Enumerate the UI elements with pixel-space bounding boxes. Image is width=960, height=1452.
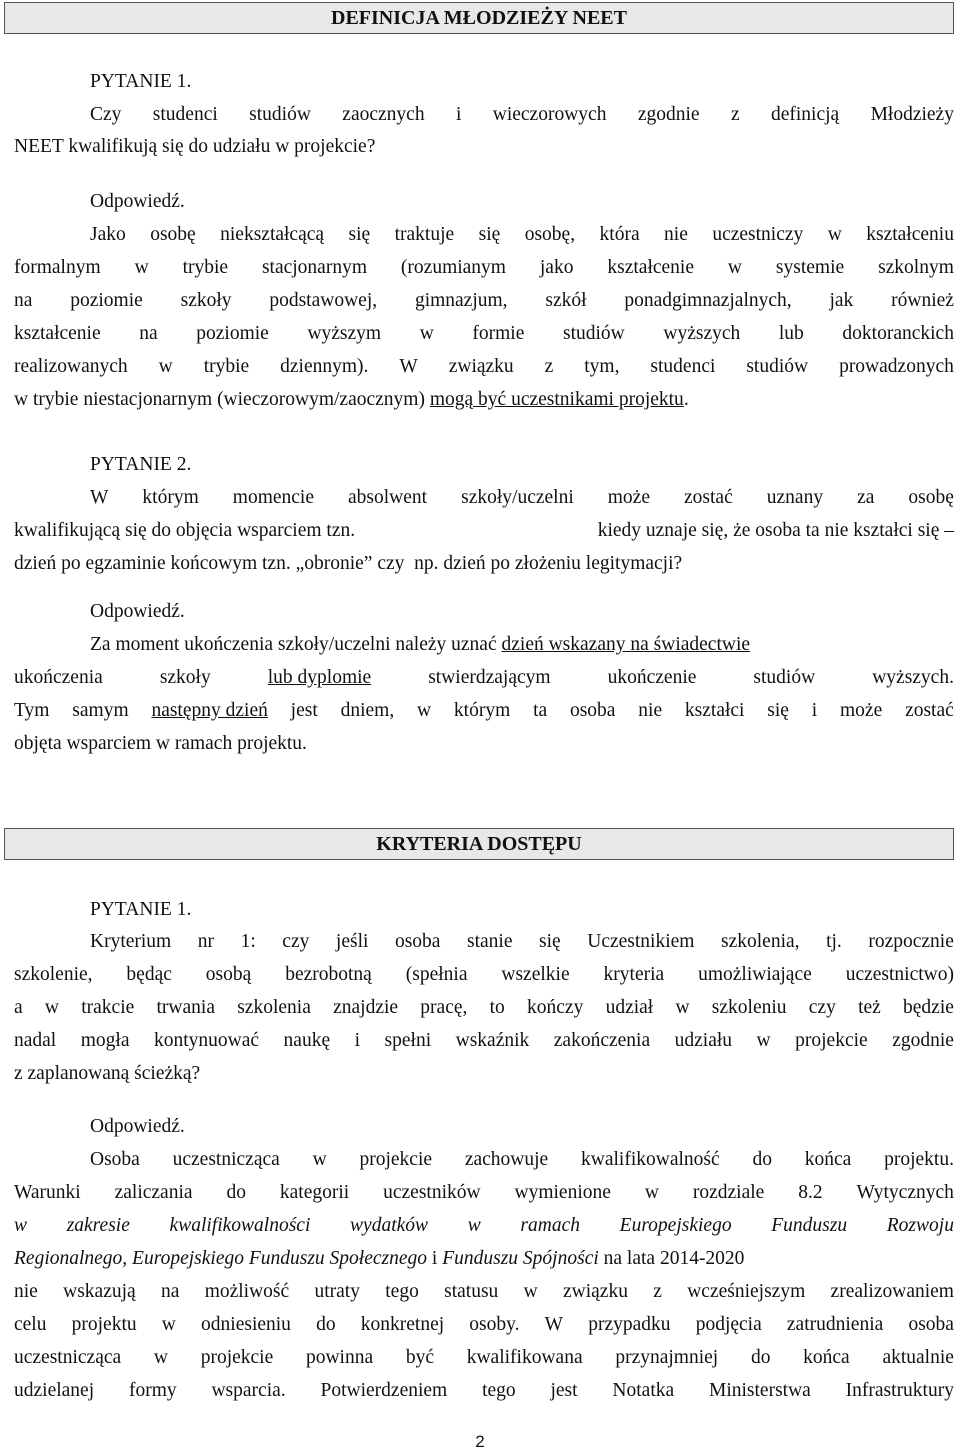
text-span: Za moment ukończenia szkoły/uczelni należy uznać: [90, 634, 502, 655]
text-line: [14, 1214, 954, 1238]
word: zgodnie: [637, 104, 700, 125]
text-line: [14, 1029, 954, 1053]
word: się: [539, 931, 561, 952]
word: będzie: [903, 997, 954, 1018]
word: formalnym: [14, 257, 101, 278]
text-line: [14, 732, 954, 756]
word: i: [811, 700, 818, 721]
word: osoba: [908, 1314, 954, 1335]
word: przynajmniej: [615, 1347, 719, 1368]
word: kryteria: [603, 964, 665, 985]
word: nr: [197, 931, 215, 952]
section-heading-kryteria: [4, 828, 954, 860]
word: statusu: [444, 1281, 499, 1302]
word: celu: [14, 1314, 47, 1335]
word: Tym: [14, 700, 50, 721]
word: z: [544, 356, 554, 377]
text-line: [14, 996, 954, 1020]
word: wsparcia.: [211, 1380, 286, 1401]
word: osoba: [394, 931, 441, 952]
word: szkoły: [180, 290, 232, 311]
word: szkół: [545, 290, 587, 311]
word: W: [544, 1314, 564, 1335]
underlined-text: lub dyplomie: [267, 667, 372, 688]
word: projekcie: [359, 1149, 433, 1170]
word: się: [767, 700, 789, 721]
word: udział: [605, 997, 654, 1018]
word: uczestnictwo): [845, 964, 954, 985]
word: się: [348, 224, 371, 245]
word: szkolenia,: [721, 931, 800, 952]
word: (rozumianym: [400, 257, 506, 278]
word: realizowanych: [14, 356, 128, 377]
word: osobę: [150, 224, 196, 245]
page-number: 2: [475, 1432, 485, 1451]
text-line: [14, 666, 954, 690]
word: lub: [778, 323, 804, 344]
word: nie: [638, 700, 663, 721]
word: do: [750, 1347, 771, 1368]
word: aktualnie: [882, 1347, 954, 1368]
question-label: PYTANIE 2.: [90, 454, 192, 475]
word: ponadgimnazjalnych,: [624, 290, 792, 311]
word: jest: [290, 700, 318, 721]
word: kwalifikowana: [466, 1347, 583, 1368]
word: Osoba: [90, 1149, 140, 1170]
word: uczestnicząca: [14, 1347, 122, 1368]
word: jeśli: [335, 931, 369, 952]
word: trakcie: [81, 997, 135, 1018]
word: w: [417, 700, 432, 721]
text-line: [90, 930, 954, 954]
section-title: KRYTERIA DOSTĘPU: [376, 832, 582, 855]
word: mogła: [80, 1030, 130, 1051]
word: zachowuje: [464, 1149, 549, 1170]
text-line: [90, 1148, 954, 1172]
word: wyższym: [307, 323, 382, 344]
word: osobą: [205, 964, 252, 985]
word: do: [752, 1149, 772, 1170]
section-heading-neet: [4, 2, 954, 34]
text-span: dzień po egzaminie końcowym tzn. „obronie” czy np. dzień po złożeniu legitymacji?: [14, 553, 683, 574]
text-span: w trybie niestacjonarnym (wieczorowym/zaocznym): [14, 389, 430, 410]
text-line: [14, 699, 954, 723]
word: stwierdzającym: [428, 667, 551, 688]
text-line: [90, 633, 954, 657]
word: uznany: [766, 487, 824, 508]
word: W: [90, 487, 109, 508]
text-line: [14, 1280, 954, 1304]
word: wymienione: [514, 1182, 611, 1203]
word: podjęcia: [695, 1314, 762, 1335]
italic-text: Regionalnego, Europejskiego Funduszu Społecznego: [14, 1248, 428, 1269]
underlined-text: mogą być uczestnikami projektu: [429, 389, 684, 410]
word: w: [419, 323, 434, 344]
word: przypadku: [588, 1314, 671, 1335]
word: 8.2: [798, 1182, 823, 1203]
word: będąc: [126, 964, 172, 985]
word: Uczestnikiem: [587, 931, 695, 952]
text-span: na lata 2014-2020: [598, 1248, 745, 1269]
text-line: [14, 963, 954, 987]
word: z: [730, 104, 740, 125]
word: Młodzieży: [870, 104, 954, 125]
word: zatrudnienia: [786, 1314, 884, 1335]
word: w: [134, 257, 149, 278]
word: w: [827, 224, 842, 245]
word: kończy: [527, 997, 584, 1018]
word: związku: [448, 356, 514, 377]
word: utraty: [314, 1281, 360, 1302]
word: kształceniu: [866, 224, 954, 245]
question-label: PYTANIE 1.: [90, 71, 192, 92]
word: Infrastruktury: [845, 1380, 954, 1401]
word: Ministerstwa: [709, 1380, 811, 1401]
word: odniesieniu: [201, 1314, 291, 1335]
word: w: [467, 1215, 481, 1236]
underlined-text: dzień wskazany na świadectwie: [501, 634, 751, 655]
word: wydatków: [350, 1215, 429, 1236]
word: studiów: [249, 104, 311, 125]
word: udzielanej: [14, 1380, 95, 1401]
word: z: [653, 1281, 662, 1302]
word: studiów: [563, 323, 625, 344]
word: do: [316, 1314, 336, 1335]
word: Warunki: [14, 1182, 81, 1203]
word: W: [399, 356, 418, 377]
text-line: [14, 289, 954, 313]
text-line: [14, 388, 954, 412]
word: wcześniejszym: [687, 1281, 806, 1302]
word: w: [153, 1347, 168, 1368]
text-span: z zaplanowaną ścieżką?: [14, 1063, 201, 1084]
word: szkoły: [159, 667, 211, 688]
word: a: [14, 997, 23, 1018]
word: wyższych.: [872, 667, 954, 688]
text-span: .: [683, 389, 689, 410]
word: uczestników: [383, 1182, 481, 1203]
text-line: [14, 552, 954, 576]
word: Jako: [90, 224, 126, 245]
word: uczestniczy: [712, 224, 804, 245]
word: w: [14, 1215, 28, 1236]
word: Europejskiego: [619, 1215, 732, 1236]
word: kształci: [684, 700, 745, 721]
word: powinna: [305, 1347, 374, 1368]
word: wieczorowych: [492, 104, 607, 125]
word: kiedy uznaje się, że osoba ta nie kształci się –: [597, 520, 954, 541]
word: w: [523, 1281, 538, 1302]
word: czy: [282, 931, 310, 952]
word: Kryterium: [90, 931, 172, 952]
word: szkoleniu: [711, 997, 787, 1018]
answer-label: Odpowiedź.: [90, 191, 185, 212]
word: trwania: [156, 997, 215, 1018]
word: Czy: [90, 104, 122, 125]
text-span: objęta wsparciem w ramach projektu.: [14, 733, 307, 754]
word: zostać: [905, 700, 954, 721]
word: (spełnia: [405, 964, 468, 985]
word: doktoranckich: [842, 323, 954, 344]
word: pracę,: [420, 997, 468, 1018]
word: i: [455, 104, 462, 125]
word: również: [891, 290, 954, 311]
word: ta: [533, 700, 548, 721]
word: konkretnej: [360, 1314, 445, 1335]
word: za: [857, 487, 875, 508]
word: być: [405, 1347, 434, 1368]
word: czy: [808, 997, 836, 1018]
text-line: [14, 1346, 954, 1370]
word: naukę: [283, 1030, 331, 1051]
word: zrealizowaniem: [830, 1281, 954, 1302]
word: tego: [482, 1380, 516, 1401]
word: w: [312, 1149, 327, 1170]
word: zaliczania: [114, 1182, 193, 1203]
word: kategorii: [279, 1182, 350, 1203]
word: w: [44, 997, 59, 1018]
word: formie: [472, 323, 525, 344]
word: stacjonarnym: [261, 257, 368, 278]
word: definicją: [770, 104, 840, 125]
word: może: [607, 487, 650, 508]
word: studiów: [753, 667, 816, 688]
text-line: [90, 103, 954, 127]
word: rozdziale: [692, 1182, 765, 1203]
text-line: [90, 223, 954, 247]
word: ukończenie: [607, 667, 697, 688]
word: zakończenia: [553, 1030, 651, 1051]
word: końca: [803, 1347, 850, 1368]
question-label: PYTANIE 1.: [90, 899, 192, 920]
word: prowadzonych: [839, 356, 954, 377]
text-line: [14, 135, 954, 159]
word: systemie: [775, 257, 845, 278]
word: tym,: [584, 356, 620, 377]
word: poziomie: [70, 290, 143, 311]
word: kwalifikowalności: [169, 1215, 311, 1236]
word: na: [139, 323, 158, 344]
word: którym: [453, 700, 511, 721]
word: osobę: [908, 487, 954, 508]
word: 1:: [240, 931, 256, 952]
word: szkolenia: [237, 997, 311, 1018]
word: w: [161, 1314, 176, 1335]
word: Potwierdzeniem: [320, 1380, 448, 1401]
word: ramach: [520, 1215, 580, 1236]
word: jak: [829, 290, 854, 311]
word: kontynuować: [153, 1030, 260, 1051]
word: tj.: [826, 931, 842, 952]
word: końca: [804, 1149, 852, 1170]
text-line: [14, 322, 954, 346]
word: która: [599, 224, 640, 245]
word: dziennym).: [280, 356, 369, 377]
word: stanie: [467, 931, 513, 952]
word: jako: [539, 257, 574, 278]
word: podstawowej,: [269, 290, 378, 311]
word: ukończenia: [14, 667, 103, 688]
word: to: [489, 997, 505, 1018]
underlined-text: następny dzień: [151, 700, 268, 721]
word: trybie: [203, 356, 250, 377]
text-line: [14, 256, 954, 280]
word: w: [158, 356, 173, 377]
text-line: [14, 1313, 954, 1337]
word: wskazują: [63, 1281, 136, 1302]
word: osoba: [569, 700, 616, 721]
word: zgodnie: [892, 1030, 954, 1051]
word: szkolenie,: [14, 964, 93, 985]
word: dniem,: [340, 700, 395, 721]
word: studiów: [746, 356, 809, 377]
word: trybie: [182, 257, 229, 278]
word: na: [14, 290, 33, 311]
word: poziomie: [196, 323, 269, 344]
word: uczestnicząca: [172, 1149, 280, 1170]
word: związku: [562, 1281, 628, 1302]
text-line: [14, 1379, 954, 1403]
word: w: [756, 1030, 771, 1051]
answer-label: Odpowiedź.: [90, 1116, 185, 1137]
word: studenci: [152, 104, 218, 125]
section-title: DEFINICJA MŁODZIEŻY NEET: [331, 6, 627, 29]
word: wszelkie: [501, 964, 570, 985]
word: tego: [385, 1281, 419, 1302]
word: zakresie: [66, 1215, 130, 1236]
word: się: [478, 224, 501, 245]
word: bezrobotną: [285, 964, 372, 985]
word: i: [354, 1030, 361, 1051]
word: kształcenie: [607, 257, 694, 278]
word: osoby.: [469, 1314, 520, 1335]
word: gimnazjum,: [414, 290, 508, 311]
word: nadal: [14, 1030, 57, 1051]
word: szkolnym: [878, 257, 954, 278]
word: studenci: [650, 356, 716, 377]
word: wyższych: [663, 323, 741, 344]
word: może: [840, 700, 883, 721]
word: osobę,: [524, 224, 576, 245]
text-line: [14, 355, 954, 379]
word: kwalifikującą się do objęcia wsparciem tzn.: [14, 520, 356, 541]
word: nie: [664, 224, 688, 245]
word: spełni: [384, 1030, 432, 1051]
word: znajdzie: [333, 997, 399, 1018]
word: do: [226, 1182, 246, 1203]
word: na: [160, 1281, 180, 1302]
word: możliwość: [204, 1281, 290, 1302]
word: też: [858, 997, 881, 1018]
text-line: [14, 1181, 954, 1205]
word: Rozwoju: [886, 1215, 954, 1236]
word: kształcenie: [14, 323, 101, 344]
word: zaocznych: [342, 104, 425, 125]
word: którym: [142, 487, 199, 508]
word: szkoły/uczelni: [461, 487, 574, 508]
word: zostać: [684, 487, 733, 508]
word: udziału: [674, 1030, 733, 1051]
word: formy: [128, 1380, 177, 1401]
word: projekcie: [200, 1347, 274, 1368]
text-line: [14, 519, 954, 543]
word: projektu.: [884, 1149, 954, 1170]
word: kwalifikowalność: [581, 1149, 720, 1170]
word: w: [675, 997, 690, 1018]
text-span: NEET kwalifikują się do udziału w projekcie?: [14, 136, 376, 157]
word: w: [644, 1182, 659, 1203]
text-line: [14, 1062, 954, 1086]
word: traktuje: [394, 224, 455, 245]
word: rozpocznie: [868, 931, 954, 952]
word: niekształcącą: [220, 224, 325, 245]
word: umożliwiające: [698, 964, 812, 985]
word: nie: [14, 1281, 38, 1302]
word: wskaźnik: [455, 1030, 530, 1051]
word: Notatka: [612, 1380, 675, 1401]
word: absolwent: [348, 487, 428, 508]
word: samym: [72, 700, 129, 721]
word: Wytycznych: [856, 1182, 954, 1203]
word: Funduszu: [771, 1215, 848, 1236]
italic-text: Funduszu Spójności: [442, 1248, 599, 1269]
text-span: i: [427, 1248, 443, 1269]
word: w: [727, 257, 742, 278]
text-line: [14, 1247, 954, 1271]
word: jest: [550, 1380, 578, 1401]
text-line: [90, 486, 954, 510]
word: projektu: [71, 1314, 137, 1335]
word: momencie: [232, 487, 314, 508]
answer-label: Odpowiedź.: [90, 601, 185, 622]
word: projekcie: [795, 1030, 868, 1051]
